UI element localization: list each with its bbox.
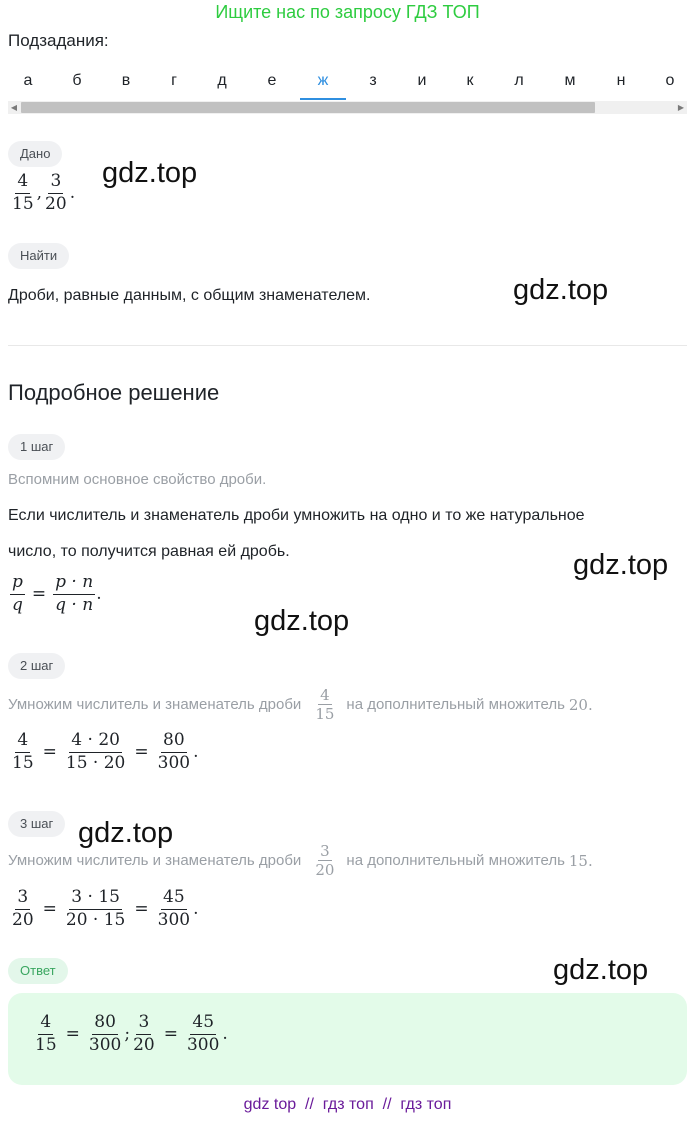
step1-text-line1: Если числитель и знаменатель дроби умножить на одно и то же натуральное: [8, 507, 585, 524]
subtask-tab-2[interactable]: в: [121, 72, 131, 89]
watermark: gdz.top: [254, 605, 350, 637]
subtask-tab-4[interactable]: д: [217, 72, 227, 89]
step2-label: 2 шаг: [8, 653, 65, 679]
top-banner: Ищите нас по запросу ГДЗ ТОП: [215, 2, 480, 22]
subtask-tab-8[interactable]: и: [417, 72, 427, 89]
subtask-tab-1[interactable]: б: [72, 72, 82, 89]
subtask-tab-9[interactable]: к: [466, 72, 474, 89]
step1-text-line2: число, то получится равная ей дробь.: [8, 543, 290, 560]
step3-formula: $\frac{3}{20}$ = $\frac{3 \cdot 15}{20 \cdot 15}$ = $\frac{45}{300}$ .: [12, 887, 199, 930]
horizontal-scrollbar[interactable]: [8, 101, 687, 114]
subtask-tabs: [0, 70, 695, 102]
subtasks-title: Подзадания:: [8, 31, 109, 50]
step1-hint: Вспомним основное свойство дроби.: [8, 471, 267, 488]
subtask-tab-12[interactable]: н: [616, 72, 626, 89]
subtask-tab-5[interactable]: е: [267, 72, 277, 89]
step2-formula: $\frac{4}{15}$ = $\frac{4 \cdot 20}{15 \cdot 20}$ = $\frac{80}{300}$ .: [12, 730, 199, 773]
subtask-tab-3[interactable]: г: [171, 72, 177, 89]
subtask-tab-6[interactable]: ж: [300, 70, 346, 100]
scroll-right-arrow-icon[interactable]: ▶: [677, 103, 685, 112]
scroll-left-arrow-icon[interactable]: ◀: [10, 103, 18, 112]
given-label: Дано: [8, 141, 62, 167]
scroll-thumb[interactable]: [21, 102, 595, 113]
subtask-tab-11[interactable]: м: [564, 72, 576, 89]
subtask-tab-10[interactable]: л: [514, 72, 524, 89]
footer-links[interactable]: gdz top // гдз топ // гдз топ: [243, 1096, 452, 1113]
subtask-tab-7[interactable]: з: [369, 72, 377, 89]
find-label: Найти: [8, 243, 69, 269]
answer-formula: $\frac{4}{15}$ = $\frac{80}{300}$ ; $\frac{3}{20}$ = $\frac{45}{300}$ .: [35, 1012, 228, 1055]
subtask-tab-13[interactable]: о: [665, 72, 675, 89]
divider: [8, 345, 687, 346]
watermark: gdz.top: [102, 157, 198, 189]
watermark: gdz.top: [553, 954, 649, 986]
step2-hint: Умножим числитель и знаменатель дроби $\frac{4}{15}$ на дополнительный множитель 20.: [8, 686, 593, 723]
step3-hint: Умножим числитель и знаменатель дроби $\frac{3}{20}$ на дополнительный множитель 15.: [8, 842, 593, 879]
subtask-tab-0[interactable]: а: [23, 72, 33, 89]
solution-title: Подробное решение: [8, 380, 220, 405]
watermark: gdz.top: [573, 549, 669, 581]
watermark: gdz.top: [78, 817, 174, 849]
step3-label: 3 шаг: [8, 811, 65, 837]
watermark: gdz.top: [513, 274, 609, 306]
find-text: Дроби, равные данным, с общим знаменателем.: [8, 287, 371, 304]
answer-label: Ответ: [8, 958, 68, 984]
given-fractions: $\frac{4}{15}$ , $\frac{3}{20}$ .: [12, 171, 76, 214]
step1-formula: $\frac{p}{q}$ = $\frac{p \cdot n}{q \cdot n}$ .: [12, 572, 102, 615]
step1-label: 1 шаг: [8, 434, 65, 460]
